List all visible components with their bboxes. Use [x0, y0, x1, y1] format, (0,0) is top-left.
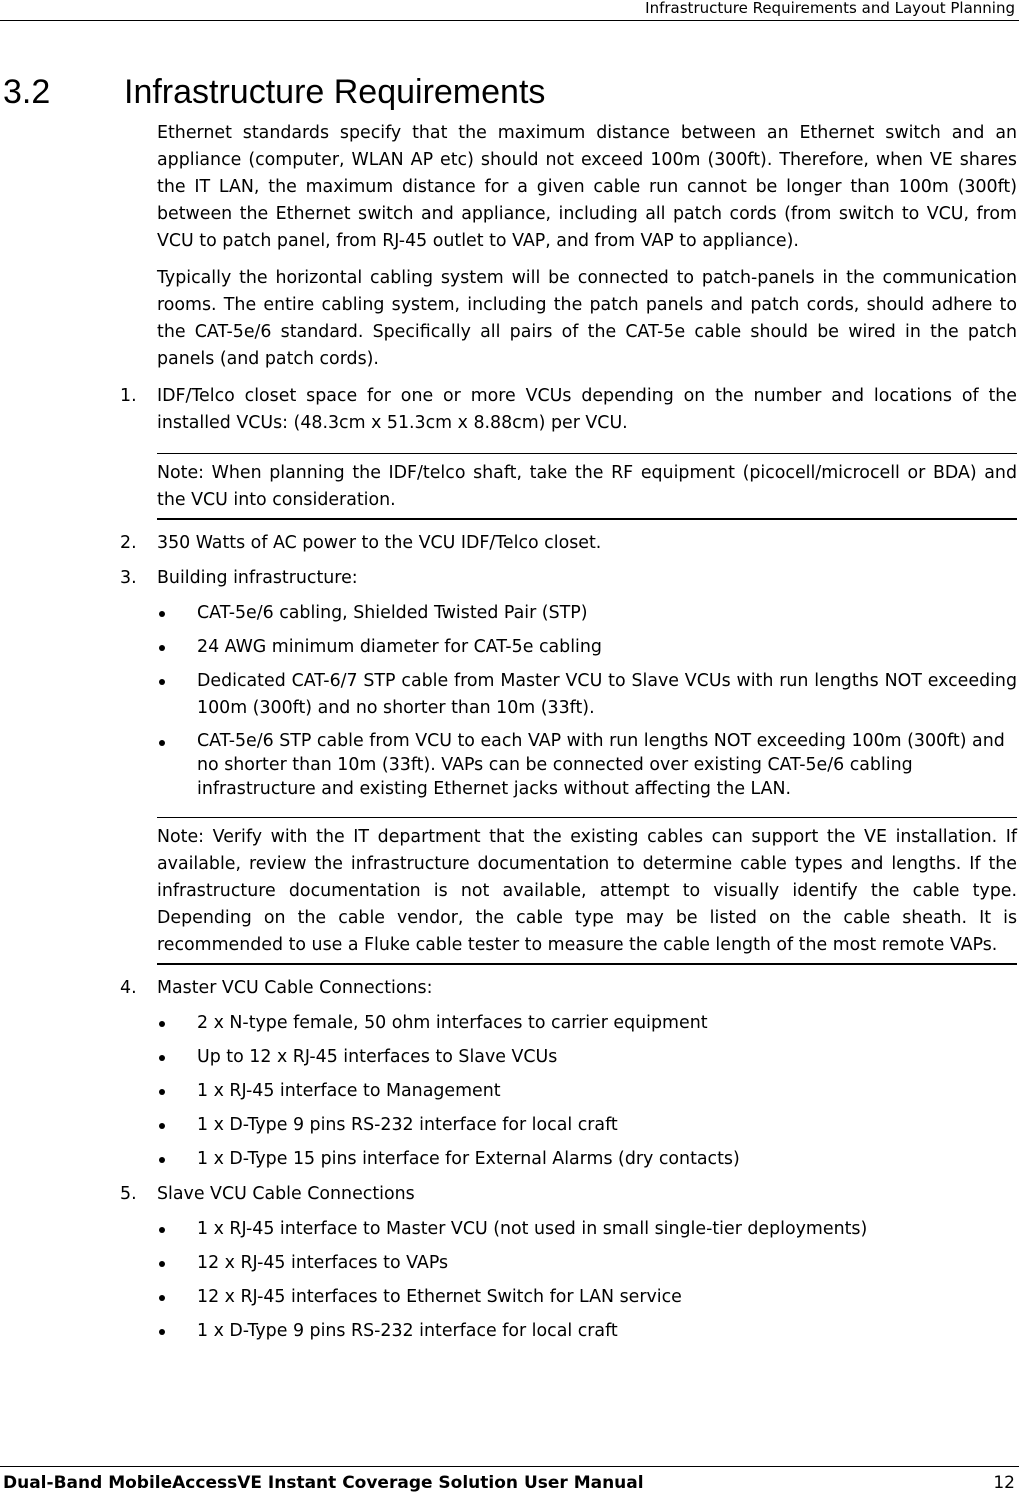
list-item: [120, 530, 1017, 557]
bullet-icon: [159, 740, 165, 746]
bullet-item: [157, 1250, 1017, 1277]
bullet-icon: [159, 1055, 165, 1061]
bullet-item: [157, 600, 1017, 627]
bullet-text: CAT-5e/6 STP cable from VCU to each VAP with run lengths NOT exceeding 100m (300ft) and no shorter than 10m (33ft). VAPs can be connected over existing CAT-5e/6 cabling infrastructure and existing Ethernet jacks without affecting the LAN.: [197, 731, 1005, 799]
bullet-text: 1 x RJ-45 interface to Management: [197, 1081, 501, 1101]
bullet-icon: [159, 1021, 165, 1027]
bullet-item: [157, 1078, 1017, 1105]
bullet-icon: [159, 1295, 165, 1301]
header-title: Infrastructure Requirements and Layout Planning: [645, 0, 1015, 17]
bullet-item: [157, 634, 1017, 661]
bullet-icon: [159, 1157, 165, 1163]
bullet-item: [157, 1146, 1017, 1173]
intro-paragraph: Ethernet standards specify that the maximum distance between an Ethernet switch and an appliance (computer, WLAN AP etc) should not exceed 100m (300ft). Therefore, when VE shares the IT LAN, the maximum distance for a given cable run cannot be longer than 100m (300ft) between the Ethernet switch and appliance, including all patch cords (from switch to VCU, from VCU to patch panel, from RJ-45 outlet to VAP, and from VAP to appliance).: [157, 123, 1017, 251]
bullet-list: [157, 1216, 1017, 1345]
bullet-icon: [159, 611, 165, 617]
page-header: [0, 0, 1019, 21]
manual-title: Dual-Band MobileAccessVE Instant Coverage Solution User Manual: [3, 1473, 644, 1493]
bullet-text: 1 x RJ-45 interface to Master VCU (not used in small single-tier deployments): [197, 1219, 868, 1239]
page-number: 12: [993, 1473, 1015, 1493]
list-item-text: IDF/Telco closet space for one or more VCUs depending on the number and locations of the installed VCUs: (48.3cm x 51.3cm x 8.88cm) per VCU.: [157, 386, 1017, 433]
bullet-text: Dedicated CAT-6/7 STP cable from Master VCU to Slave VCUs with run lengths NOT exceeding 100m (300ft) and no shorter than 10m (33ft).: [197, 671, 1017, 718]
page-footer: [0, 1466, 1019, 1493]
bullet-list: [157, 600, 1017, 801]
bullet-item: [157, 668, 1017, 722]
bullet-icon: [159, 645, 165, 651]
bullet-text: 12 x RJ-45 interfaces to VAPs: [197, 1253, 449, 1273]
bullet-item: [157, 1284, 1017, 1311]
list-item-number: 1.: [120, 386, 137, 406]
bullet-text: Up to 12 x RJ-45 interfaces to Slave VCUs: [197, 1047, 558, 1067]
bullet-item: [157, 1318, 1017, 1345]
list-item-number: 3.: [120, 568, 137, 588]
list-item: [120, 975, 1017, 1173]
bullet-text: 2 x N-type female, 50 ohm interfaces to carrier equipment: [197, 1013, 708, 1033]
list-item: [120, 383, 1017, 520]
bullet-text: 1 x D-Type 9 pins RS-232 interface for local craft: [197, 1321, 618, 1341]
requirements-list: [120, 383, 1017, 1345]
bullet-icon: [159, 679, 165, 685]
list-item: [120, 1181, 1017, 1345]
bullet-icon: [159, 1089, 165, 1095]
note-box: Note: When planning the IDF/telco shaft, take the RF equipment (picocell/microcell or BDA) and the VCU into consideration.: [157, 453, 1017, 520]
bullet-icon: [159, 1261, 165, 1267]
bullet-item: [157, 1010, 1017, 1037]
body-content: [120, 120, 1017, 1353]
bullet-icon: [159, 1227, 165, 1233]
bullet-list: [157, 1010, 1017, 1173]
bullet-text: 24 AWG minimum diameter for CAT-5e cabling: [197, 637, 602, 657]
bullet-item: [157, 1216, 1017, 1243]
bullet-text: CAT-5e/6 cabling, Shielded Twisted Pair (STP): [197, 603, 588, 623]
bullet-icon: [159, 1123, 165, 1129]
cabling-paragraph: Typically the horizontal cabling system will be connected to patch-panels in the communication rooms. The entire cabling system, including the patch panels and patch cords, should adhere to the CAT-5e/6 standard. Specifically all pairs of the CAT-5e cable should be wired in the patch panels (and patch cords).: [157, 268, 1017, 369]
bullet-text: 1 x D-Type 15 pins interface for External Alarms (dry contacts): [197, 1149, 740, 1169]
list-item-text: 350 Watts of AC power to the VCU IDF/Telco closet.: [157, 533, 602, 553]
list-item-text: Building infrastructure:: [157, 568, 358, 588]
bullet-item: [157, 1044, 1017, 1071]
bullet-icon: [159, 1329, 165, 1335]
list-item-number: 5.: [120, 1184, 137, 1204]
bullet-text: 1 x D-Type 9 pins RS-232 interface for local craft: [197, 1115, 618, 1135]
list-item-number: 4.: [120, 978, 137, 998]
list-item: [120, 565, 1017, 965]
list-item-number: 2.: [120, 533, 137, 553]
bullet-text: 12 x RJ-45 interfaces to Ethernet Switch for LAN service: [197, 1287, 682, 1307]
bullet-item: [157, 1112, 1017, 1139]
note-box: Note: Verify with the IT department that the existing cables can support the VE installation. If available, review the infrastructure documentation to determine cable types and lengths. If the infrastructure documentation is not available, attempt to visually identify the cable type. Depending on the cable vendor, the cable type may be listed on the cable sheath. It is recommended to use a Fluke cable tester to measure the cable length of the most remote VAPs.: [157, 817, 1017, 965]
section-number: 3.2: [3, 73, 51, 111]
section-title: Infrastructure Requirements: [124, 73, 546, 111]
bullet-item: [157, 729, 1017, 801]
section-heading: [3, 72, 545, 112]
list-item-text: Master VCU Cable Connections:: [157, 978, 433, 998]
list-item-text: Slave VCU Cable Connections: [157, 1184, 415, 1204]
